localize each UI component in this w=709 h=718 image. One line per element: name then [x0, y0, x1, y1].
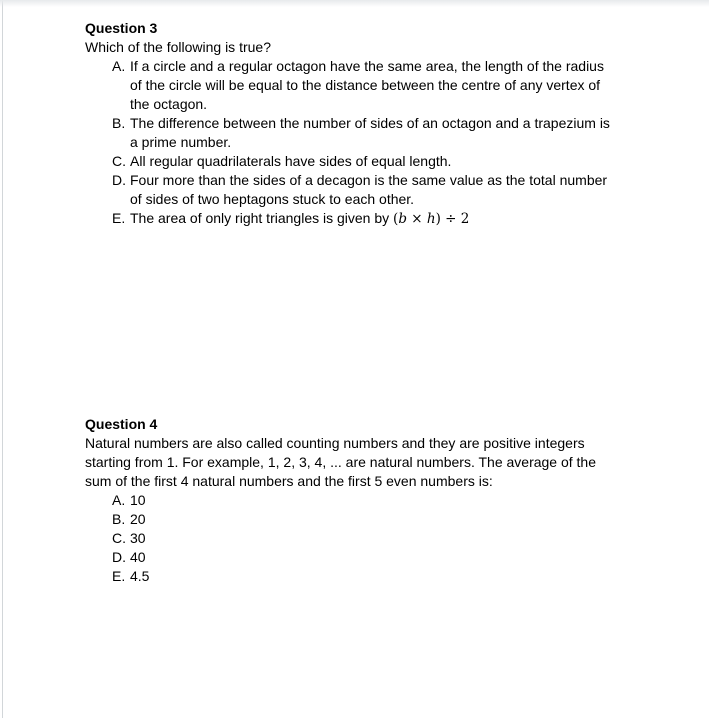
option-text: [130, 548, 645, 567]
math-var-b: b: [398, 211, 407, 227]
option-row-c: [112, 529, 645, 548]
option-row-b: [112, 510, 645, 529]
option-letter: B.: [112, 115, 126, 131]
option-text-line: 10: [130, 492, 146, 508]
option-row-e: [112, 567, 645, 586]
option-row-e: [112, 209, 645, 229]
math-formula: (b × h) ÷ 2: [393, 211, 470, 227]
option-letter: D.: [112, 172, 126, 188]
option-text-line: a prime number.: [130, 134, 232, 150]
question-block-3: [85, 19, 645, 229]
option-text: [130, 567, 645, 586]
option-row-d: [112, 548, 645, 567]
option-letter: E.: [112, 210, 126, 226]
option-letter: C.: [112, 153, 126, 169]
question-title: Question 3: [85, 20, 158, 36]
question-intro-line: Natural numbers are also called counting numbers and they are positive integers: [85, 435, 585, 451]
option-text-line: 4.5: [130, 568, 150, 584]
option-text-line: The difference between the number of sides of an octagon and a trapezium is: [130, 115, 610, 131]
option-text: [130, 57, 645, 114]
math-var-h: h: [426, 211, 436, 227]
option-text-line: [130, 209, 645, 229]
option-text-line: the octagon.: [130, 96, 208, 112]
option-text-line: 20: [130, 511, 146, 527]
option-text-line: of sides of two heptagons stuck to each other.: [130, 191, 415, 207]
option-letter: E.: [112, 568, 126, 584]
option-text: [130, 209, 645, 229]
option-row-a: [112, 57, 645, 114]
option-text-segment: The area of only right triangles is given by: [130, 210, 394, 226]
question-block-4: [85, 415, 645, 586]
option-text: [130, 529, 645, 548]
page-top-edge-shadow: [0, 0, 709, 7]
option-text-line: If a circle and a regular octagon have the same area, the length of the radius: [130, 58, 604, 74]
option-row-d: [112, 171, 645, 209]
option-row-a: [112, 491, 645, 510]
option-letter: D.: [112, 549, 126, 565]
option-letter: C.: [112, 530, 126, 546]
option-row-b: [112, 114, 645, 152]
option-text-line: 40: [130, 549, 146, 565]
option-text-line: of the circle will be equal to the distance between the centre of any vertex of: [130, 77, 601, 93]
question-intro-line: Which of the following is true?: [85, 39, 271, 55]
option-text-line: 30: [130, 530, 146, 546]
option-text-line: Four more than the sides of a decagon is the same value as the total number: [130, 172, 608, 188]
document-page: [85, 19, 645, 586]
option-letter: A.: [112, 492, 126, 508]
option-text: [130, 171, 645, 209]
page-left-edge-line: [2, 0, 3, 718]
option-text: [130, 491, 645, 510]
question-intro-line: starting from 1. For example, 1, 2, 3, 4, ... are natural numbers. The average of the: [85, 454, 596, 470]
option-text: [130, 114, 645, 152]
option-text-line: All regular quadrilaterals have sides of equal length.: [130, 153, 452, 169]
math-rest: ) ÷ 2: [435, 211, 470, 227]
option-text: [130, 152, 645, 171]
option-row-c: [112, 152, 645, 171]
option-letter: A.: [112, 58, 126, 74]
option-text: [130, 510, 645, 529]
question-title: Question 4: [85, 416, 158, 432]
math-times-sign: ×: [406, 211, 427, 227]
question-intro-line: sum of the first 4 natural numbers and the first 5 even numbers is:: [85, 473, 493, 489]
option-letter: B.: [112, 511, 126, 527]
